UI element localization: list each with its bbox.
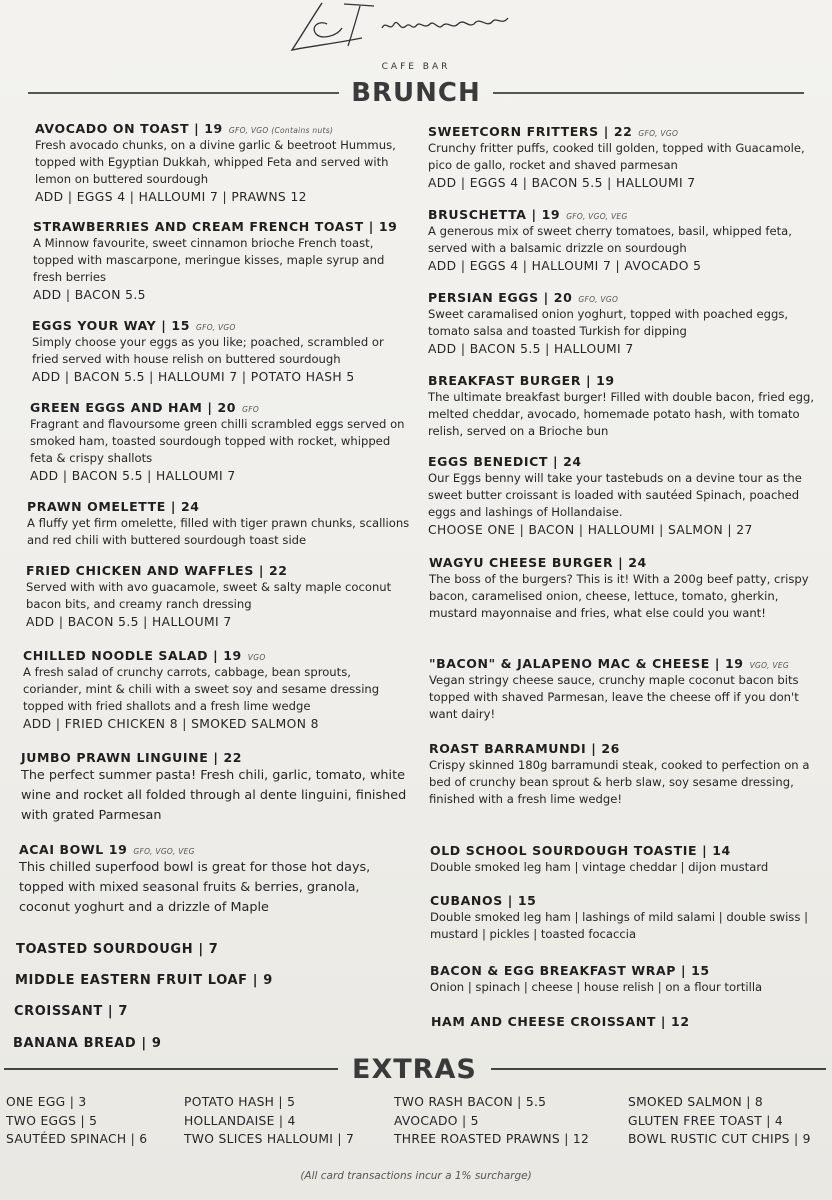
item-name: EGGS YOUR WAY | 15	[32, 318, 190, 333]
item-name: TOASTED SOURDOUGH | 7	[16, 942, 219, 957]
menu-item	[19, 842, 411, 918]
section-title-brunch: BRUNCH	[351, 78, 481, 108]
extras-column	[628, 1093, 832, 1149]
item-name: OLD SCHOOL SOURDOUGH TOASTIE | 14	[430, 843, 731, 858]
menu-item	[21, 750, 413, 826]
item-name: STRAWBERRIES AND CREAM FRENCH TOAST | 19	[33, 219, 398, 234]
extra-item: AVOCADO | 5	[394, 1113, 479, 1128]
item-addons: ADD | BACON 5.5	[33, 288, 146, 302]
item-name: GREEN EGGS AND HAM | 20	[30, 400, 237, 415]
item-title	[428, 454, 826, 469]
item-description: Sweet caramalised onion yoghurt, topped with poached eggs, tomato salsa and toasted Turkish for dipping	[428, 307, 789, 338]
menu-item	[430, 843, 832, 876]
item-name: CHILLED NOODLE SALAD | 19	[23, 648, 242, 663]
extra-item: THREE ROASTED PRAWNS | 12	[394, 1132, 590, 1146]
item-description: Double smoked leg ham | lashings of mild salami | double swiss | mustard | pickles | toasted focaccia	[430, 910, 808, 941]
item-addons: ADD | BACON 5.5 | HALLOUMI 7	[26, 615, 232, 629]
item-description: The ultimate breakfast burger! Filled with double bacon, fried egg, melted cheddar, avocado, homemade potato hash, with tomato relish, served on a Brioche bun	[428, 390, 815, 438]
item-addons: ADD | EGGS 4 | HALLOUMI 7 | PRAWNS 12	[35, 190, 307, 204]
item-name: AVOCADO ON TOAST | 19	[35, 121, 223, 136]
menu-item	[428, 207, 826, 275]
item-name: BREAKFAST BURGER | 19	[428, 373, 615, 388]
menu-item	[16, 942, 416, 957]
item-name: "BACON" & JALAPENO MAC & CHEESE | 19	[429, 656, 744, 671]
divider	[493, 92, 804, 94]
extra-item: ONE EGG | 3	[6, 1095, 87, 1109]
extras-column	[184, 1093, 354, 1149]
menu-item	[428, 290, 826, 358]
item-title	[429, 656, 827, 671]
item-description: Our Eggs benny will take your tastebuds on a devine tour as the sweet butter croissant is loaded with sautéed Spinach, poached eggs and lashings of Hollandaise.	[428, 471, 802, 519]
dietary-tags: GFO, VGO (Contains nuts)	[228, 126, 334, 135]
dietary-tags: GFO, VGO	[638, 129, 679, 138]
item-description: A generous mix of sweet cherry tomatoes, basil, whipped feta, served with a balsamic drizzle on sourdough	[428, 224, 792, 255]
item-name: BRUSCHETTA | 19	[428, 207, 561, 222]
item-addons: CHOOSE ONE | BACON | HALLOUMI | SALMON | 27	[428, 523, 753, 537]
item-description: This chilled superfood bowl is great for those hot days, topped with mixed seasonal fruits & berries, granola, coconut yoghurt and a drizzle of Maple	[19, 860, 371, 915]
surcharge-note: (All card transactions incur a 1% surcharge)	[300, 1170, 532, 1182]
dietary-tags: GFO, VGO	[196, 323, 236, 332]
dietary-tags: VGO, VEG	[749, 661, 790, 670]
item-title	[428, 373, 826, 388]
menu-item	[15, 973, 415, 988]
extra-item: HOLLANDAISE | 4	[184, 1113, 296, 1128]
item-name: ROAST BARRAMUNDI | 26	[429, 741, 620, 756]
menu-item	[429, 741, 827, 808]
extras-column	[394, 1093, 589, 1149]
item-title	[19, 842, 411, 857]
item-title	[23, 648, 413, 663]
item-name: CUBANOS | 15	[430, 893, 537, 908]
item-description: Crunchy fritter puffs, cooked till golden, topped with Guacamole, pico de gallo, rocket and shaved parmesan	[428, 141, 805, 172]
item-description: Simply choose your eggs as you like; poached, scrambled or fried served with house relish on buttered sourdough	[32, 335, 384, 366]
item-description: The perfect summer pasta! Fresh chili, garlic, tomato, white wine and rocket all folded through al dente linguini, finished with grated Parmesan	[21, 768, 407, 823]
item-title	[30, 400, 412, 415]
menu-item	[428, 373, 826, 440]
extra-item: BOWL RUSTIC CUT CHIPS | 9	[628, 1132, 811, 1146]
item-name: BACON & EGG BREAKFAST WRAP | 15	[430, 963, 710, 978]
extra-item: SMOKED SALMON | 8	[628, 1095, 763, 1109]
menu-item	[30, 400, 412, 485]
menu-item	[428, 454, 826, 539]
extras-title-row	[0, 1051, 832, 1087]
item-title	[26, 563, 412, 578]
item-description: Onion | spinach | cheese | house relish | on a flour tortilla	[430, 980, 763, 994]
divider	[491, 1068, 826, 1070]
item-name: ACAI BOWL 19	[19, 842, 128, 857]
item-description: Vegan stringy cheese sauce, crunchy maple coconut bacon bits topped with shaved Parmesan, leave the cheese off if you don't want dairy!	[429, 673, 799, 721]
item-title	[430, 963, 832, 978]
menu-item	[14, 1004, 414, 1019]
item-addons: ADD | EGGS 4 | BACON 5.5 | HALLOUMI 7	[428, 176, 696, 190]
item-title	[431, 1014, 829, 1029]
item-description: A fluffy yet firm omelette, filled with tiger prawn chunks, scallions and red chili with buttered sourdough toast side	[27, 516, 410, 547]
item-description: A fresh salad of crunchy carrots, cabbage, bean sprouts, coriander, mint & chili with a sweet soy and sesame dressing topped with fried shallots and a fresh lime wedge	[23, 665, 380, 713]
section-title-extras: EXTRAS	[352, 1053, 477, 1085]
menu-item	[27, 499, 412, 549]
item-name: PERSIAN EGGS | 20	[428, 290, 573, 305]
item-description: Fragrant and flavoursome green chilli scrambled eggs served on smoked ham, toasted sourdough topped with rocket, whipped feta & crispy shallots	[30, 417, 405, 465]
item-description: The boss of the burgers? This is it! With a 200g beef patty, crispy bacon, caramelised onion, cheese, lettuce, tomato, gherkin, mustard mayonnaise and fries, what else could you want!	[429, 572, 809, 620]
menu-item	[428, 124, 826, 192]
item-title	[428, 290, 826, 305]
item-description: Fresh avocado chunks, on a divine garlic & beetroot Hummus, topped with Egyptian Dukkah, whipped Feta and served with lemon on buttered sourdough	[35, 138, 396, 186]
item-name: EGGS BENEDICT | 24	[428, 454, 582, 469]
dietary-tags: GFO, VGO, VEG	[133, 847, 195, 856]
brunch-title-row	[28, 76, 804, 110]
item-name: PRAWN OMELETTE | 24	[27, 499, 200, 514]
item-description: Served with with avo guacamole, sweet & salty maple coconut bacon bits, and creamy ranch dressing	[26, 580, 392, 611]
item-name: HAM AND CHEESE CROISSANT | 12	[431, 1014, 690, 1029]
extra-item: TWO RASH BACON | 5.5	[394, 1095, 547, 1109]
extras-column	[6, 1093, 147, 1149]
extra-item: SAUTÉED SPINACH | 6	[6, 1132, 148, 1146]
item-addons: ADD | EGGS 4 | HALLOUMI 7 | AVOCADO 5	[428, 259, 702, 273]
item-name: SWEETCORN FRITTERS | 22	[428, 124, 633, 139]
item-name: FRIED CHICKEN AND WAFFLES | 22	[26, 563, 288, 578]
item-addons: ADD | BACON 5.5 | HALLOUMI 7 | POTATO HASH 5	[32, 370, 355, 384]
item-title	[430, 893, 832, 908]
menu-item	[26, 563, 412, 631]
item-title	[33, 219, 413, 234]
divider	[4, 1068, 338, 1070]
item-addons: ADD | BACON 5.5 | HALLOUMI 7	[30, 469, 236, 483]
dietary-tags: VGO	[247, 653, 266, 662]
item-name: CROISSANT | 7	[14, 1004, 129, 1019]
item-title	[35, 121, 413, 136]
extra-item: GLUTEN FREE TOAST | 4	[628, 1113, 784, 1128]
extra-item: TWO EGGS | 5	[6, 1113, 98, 1128]
dietary-tags: GFO, VGO, VEG	[566, 212, 628, 221]
item-title	[428, 124, 826, 139]
dietary-tags: GFO	[242, 405, 260, 414]
item-name: BANANA BREAD | 9	[13, 1036, 162, 1051]
extra-item: TWO SLICES HALLOUMI | 7	[184, 1132, 355, 1146]
item-description: A Minnow favourite, sweet cinnamon brioche French toast, topped with mascarpone, meringue kisses, maple syrup and fresh berries	[33, 236, 385, 284]
item-name: MIDDLE EASTERN FRUIT LOAF | 9	[15, 973, 273, 988]
item-name: WAGYU CHEESE BURGER | 24	[429, 555, 647, 570]
item-title	[429, 741, 827, 756]
cafe-logo	[282, 0, 532, 58]
item-addons: ADD | FRIED CHICKEN 8 | SMOKED SALMON 8	[23, 717, 319, 731]
menu-item	[431, 1014, 829, 1029]
item-addons: ADD | BACON 5.5 | HALLOUMI 7	[428, 342, 634, 356]
cafe-subtitle: CAFE BAR	[381, 62, 451, 72]
menu-item	[430, 963, 832, 996]
extra-item: POTATO HASH | 5	[184, 1095, 296, 1109]
item-name: JUMBO PRAWN LINGUINE | 22	[21, 750, 243, 765]
menu-item	[35, 121, 413, 206]
item-description: Double smoked leg ham | vintage cheddar | dijon mustard	[430, 860, 769, 874]
menu-item	[429, 555, 827, 622]
dietary-tags: GFO, VGO	[578, 295, 619, 304]
menu-item	[23, 648, 413, 733]
divider	[28, 92, 339, 94]
item-title	[429, 555, 827, 570]
item-title	[27, 499, 412, 514]
item-title	[21, 750, 413, 765]
menu-item	[32, 318, 412, 386]
item-title	[430, 843, 832, 858]
item-description: Crispy skinned 180g barramundi steak, cooked to perfection on a bed of crunchy bean sprout & herb slaw, soy sesame dressing, finished with a fresh lime wedge!	[429, 758, 810, 806]
menu-item	[429, 656, 827, 723]
item-title	[428, 207, 826, 222]
menu-item	[13, 1036, 413, 1051]
item-title	[32, 318, 412, 333]
menu-item	[430, 893, 832, 943]
menu-item	[33, 219, 413, 304]
